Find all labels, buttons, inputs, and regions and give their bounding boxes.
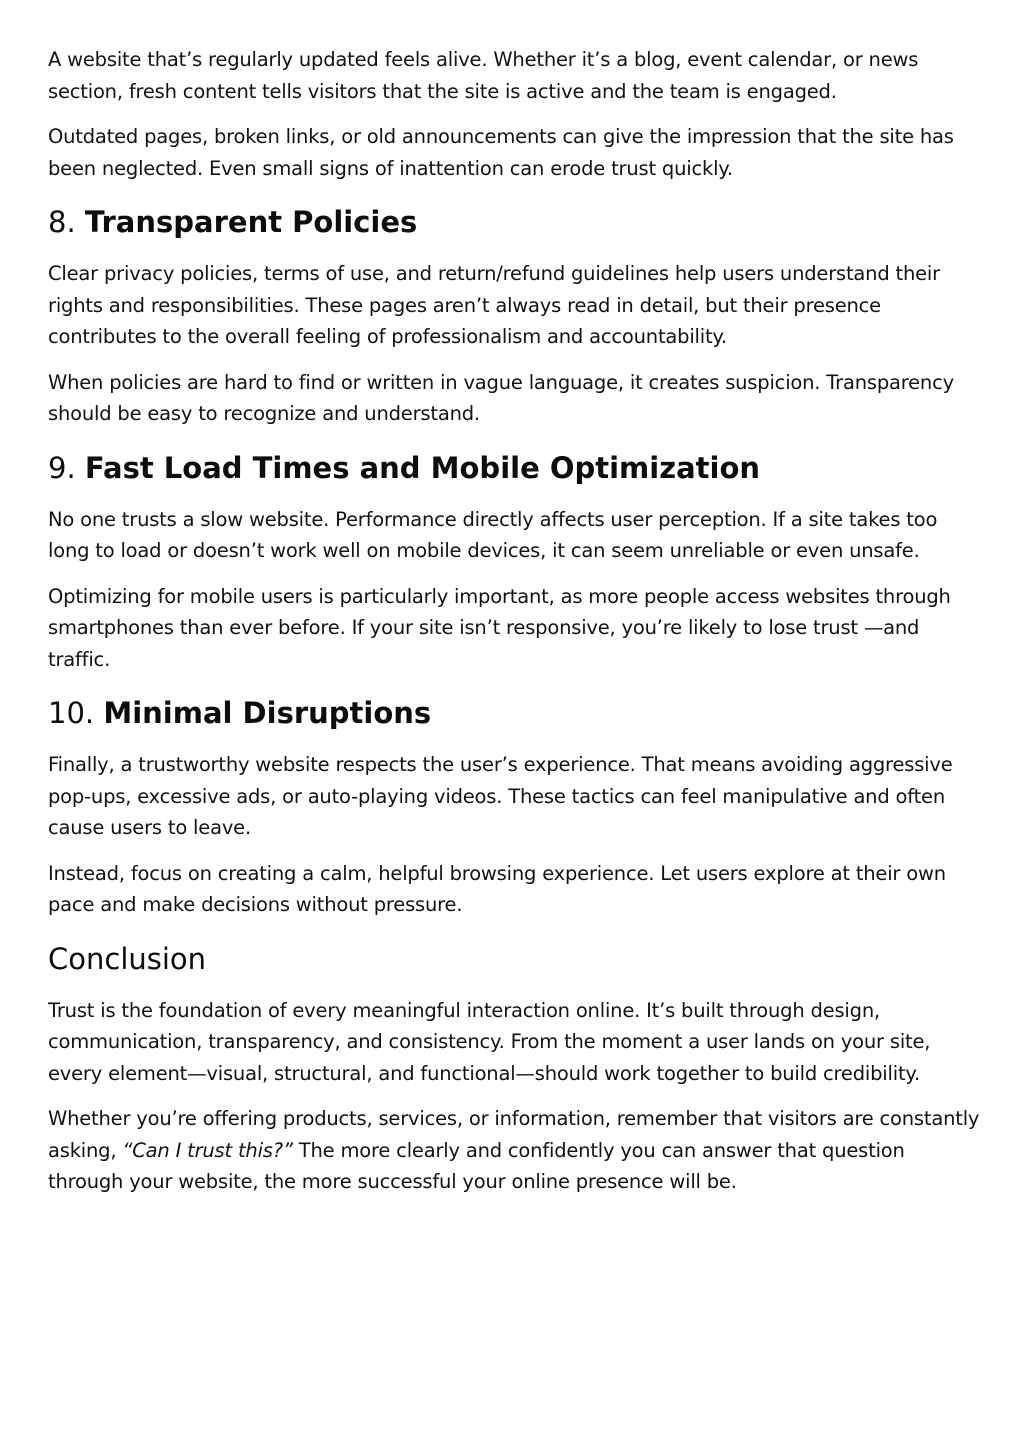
intro-paragraph-2: Outdated pages, broken links, or old announcements can give the impression that the site has been neglected. Even small signs of inattention can erode trust quickly. (48, 125, 954, 180)
intro-paragraph-1: A website that’s regularly updated feels alive. Whether it’s a blog, event calendar, or news section, fresh content tells visitors that the site is active and the team is engaged. (48, 48, 919, 103)
section-number: 8. (48, 205, 76, 239)
section-9-paragraph-2: Optimizing for mobile users is particularly important, as more people access websites through smartphones than ever before. If your site isn’t responsive, you’re likely to lose trust —and traffic. (48, 584, 951, 671)
section-heading-10 (48, 695, 984, 731)
conclusion-quote: “Can I trust this?” (122, 1138, 293, 1162)
section-number: 9. (48, 450, 76, 485)
section-heading-9 (48, 450, 984, 486)
conclusion-text-before: Whether you’re offering products, services, or information, remember that visitors are constantly asking, (48, 1107, 980, 1162)
section-number: 10. (48, 696, 95, 730)
section-9-paragraph-1: No one trusts a slow website. Performance directly affects user perception. If a site takes too long to load or doesn’t work well on mobile devices, it can seem unreliable or even unsafe. (48, 507, 938, 562)
section-10-paragraph-1: Finally, a trustworthy website respects the user’s experience. That means avoiding aggressive pop-ups, excessive ads, or auto-playing videos. These tactics can feel manipulative and often cause users to leave. (48, 753, 953, 839)
section-title: Transparent Policies (84, 205, 418, 239)
conclusion-heading: Conclusion (48, 941, 207, 976)
conclusion-paragraph-1: Trust is the foundation of every meaningful interaction online. It’s built through design, communication, transparency, and consistency. From the moment a user lands on your site, every element—visual, structural, and functional—should work together to build credibility. (48, 998, 931, 1085)
section-8-paragraph-1: Clear privacy policies, terms of use, and return/refund guidelines help users understand their rights and responsibilities. These pages aren’t always read in detail, but their presence contributes to the overall feeling of professionalism and accountability. (48, 262, 940, 348)
section-title: Minimal Disruptions (103, 696, 432, 730)
section-title: Fast Load Times and Mobile Optimization (84, 450, 761, 485)
conclusion-paragraph-2 (48, 1103, 984, 1198)
section-10-paragraph-2: Instead, focus on creating a calm, helpful browsing experience. Let users explore at their own pace and make decisions without pressure. (48, 861, 946, 916)
section-heading-8 (48, 204, 984, 240)
section-8-paragraph-2: When policies are hard to find or written in vague language, it creates suspicion. Transparency should be easy to recognize and understand. (48, 370, 954, 425)
conclusion-text-after: The more clearly and confidently you can answer that question through your website, the more successful your online presence will be. (48, 1138, 905, 1193)
